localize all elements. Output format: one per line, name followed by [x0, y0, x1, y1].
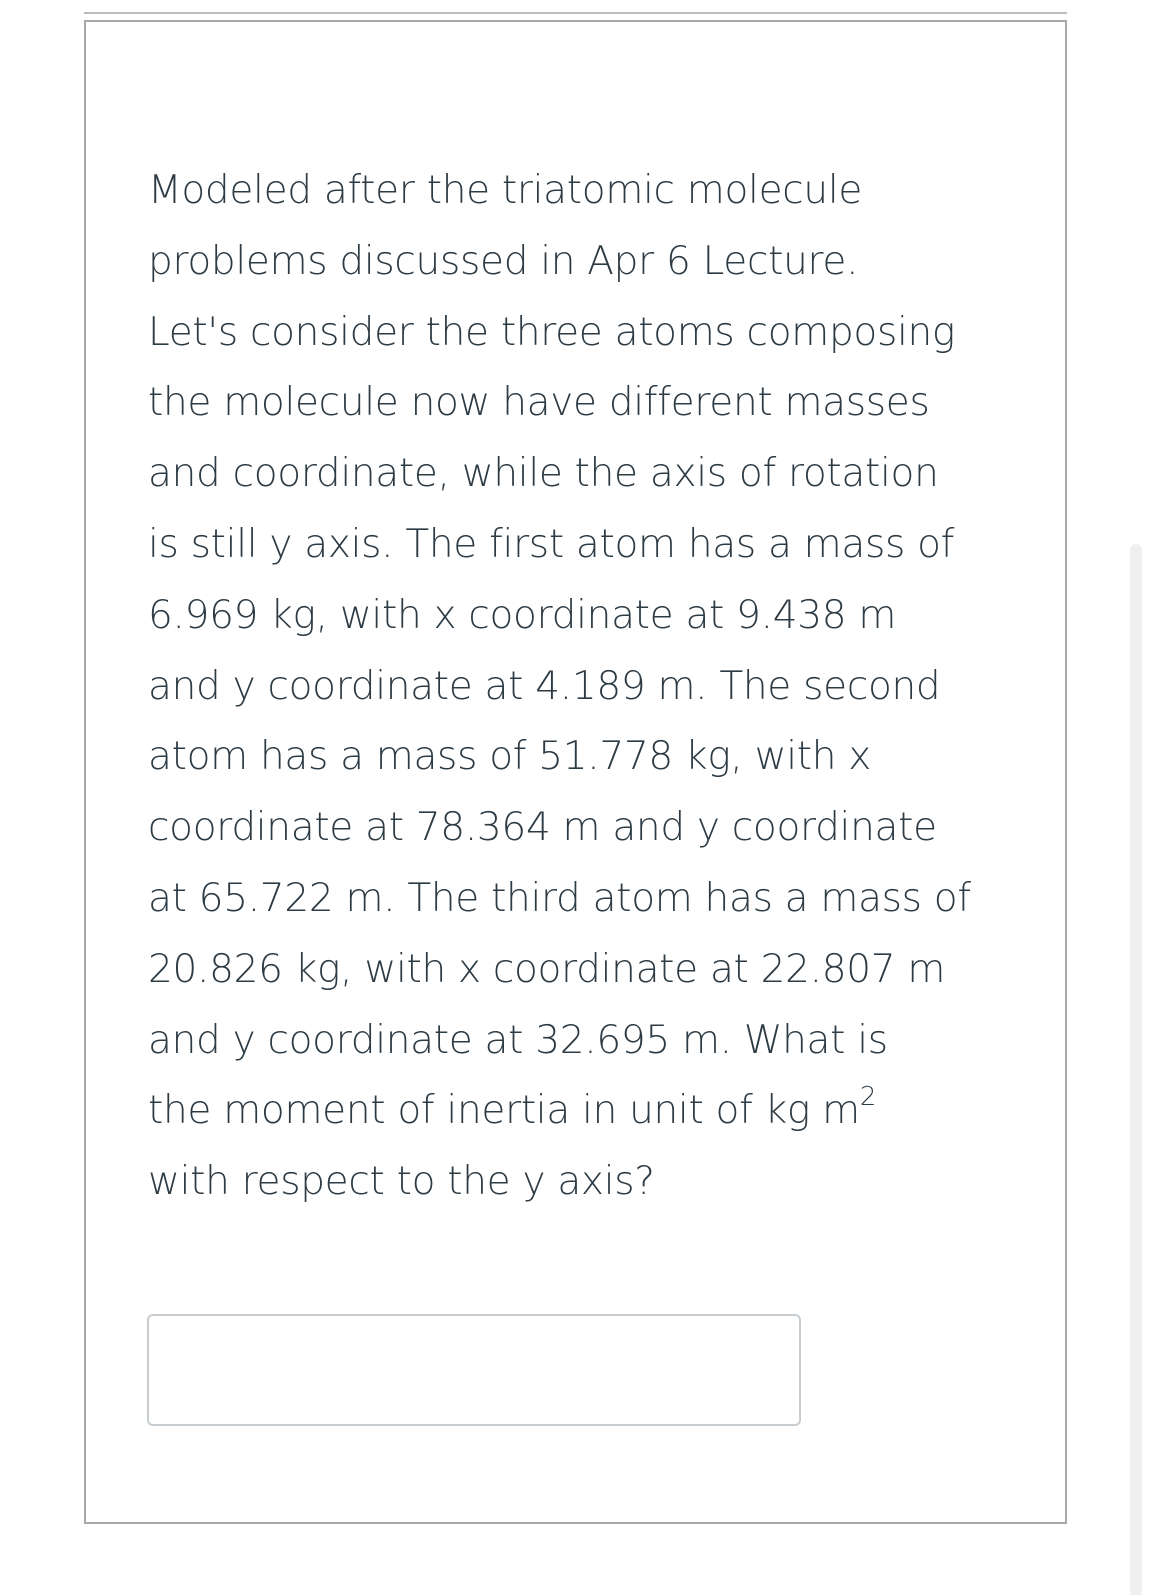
question-line: is still y axis. The first atom has a mass of — [148, 521, 955, 567]
question-line: and y coordinate at 4.189 m. The second — [148, 663, 941, 709]
question-line: at 65.722 m. The third atom has a mass of — [148, 875, 971, 921]
question-line: and coordinate, while the axis of rotation — [148, 451, 939, 497]
page-scrollbar[interactable] — [1130, 544, 1142, 1595]
question-line-unit — [148, 1076, 1028, 1147]
question-line: 6.969 kg, with x coordinate at 9.438 m — [148, 592, 897, 638]
question-line: coordinate at 78.364 m and y coordinate — [148, 805, 937, 851]
question-line: the molecule now have different masses — [148, 380, 930, 426]
question-line: 20.826 kg, with x coordinate at 22.807 m — [148, 946, 946, 992]
answer-input[interactable] — [147, 1314, 801, 1426]
question-line: with respect to the y axis? — [148, 1159, 655, 1205]
question-line-text: the moment of inertia in unit of kg m — [148, 1088, 860, 1134]
top-divider — [84, 12, 1067, 14]
question-line: Modeled after the triatomic molecule — [148, 168, 863, 213]
question-line: and y coordinate at 32.695 m. What is — [148, 1017, 888, 1063]
question-card — [84, 20, 1067, 1524]
question-line: problems discussed in Apr 6 Lecture. — [148, 238, 859, 284]
unit-exponent: 2 — [859, 1082, 877, 1113]
question-text — [148, 156, 1028, 1218]
question-line: Let's consider the three atoms composing — [148, 309, 956, 355]
question-line: atom has a mass of 51.778 kg, with x — [148, 734, 872, 780]
